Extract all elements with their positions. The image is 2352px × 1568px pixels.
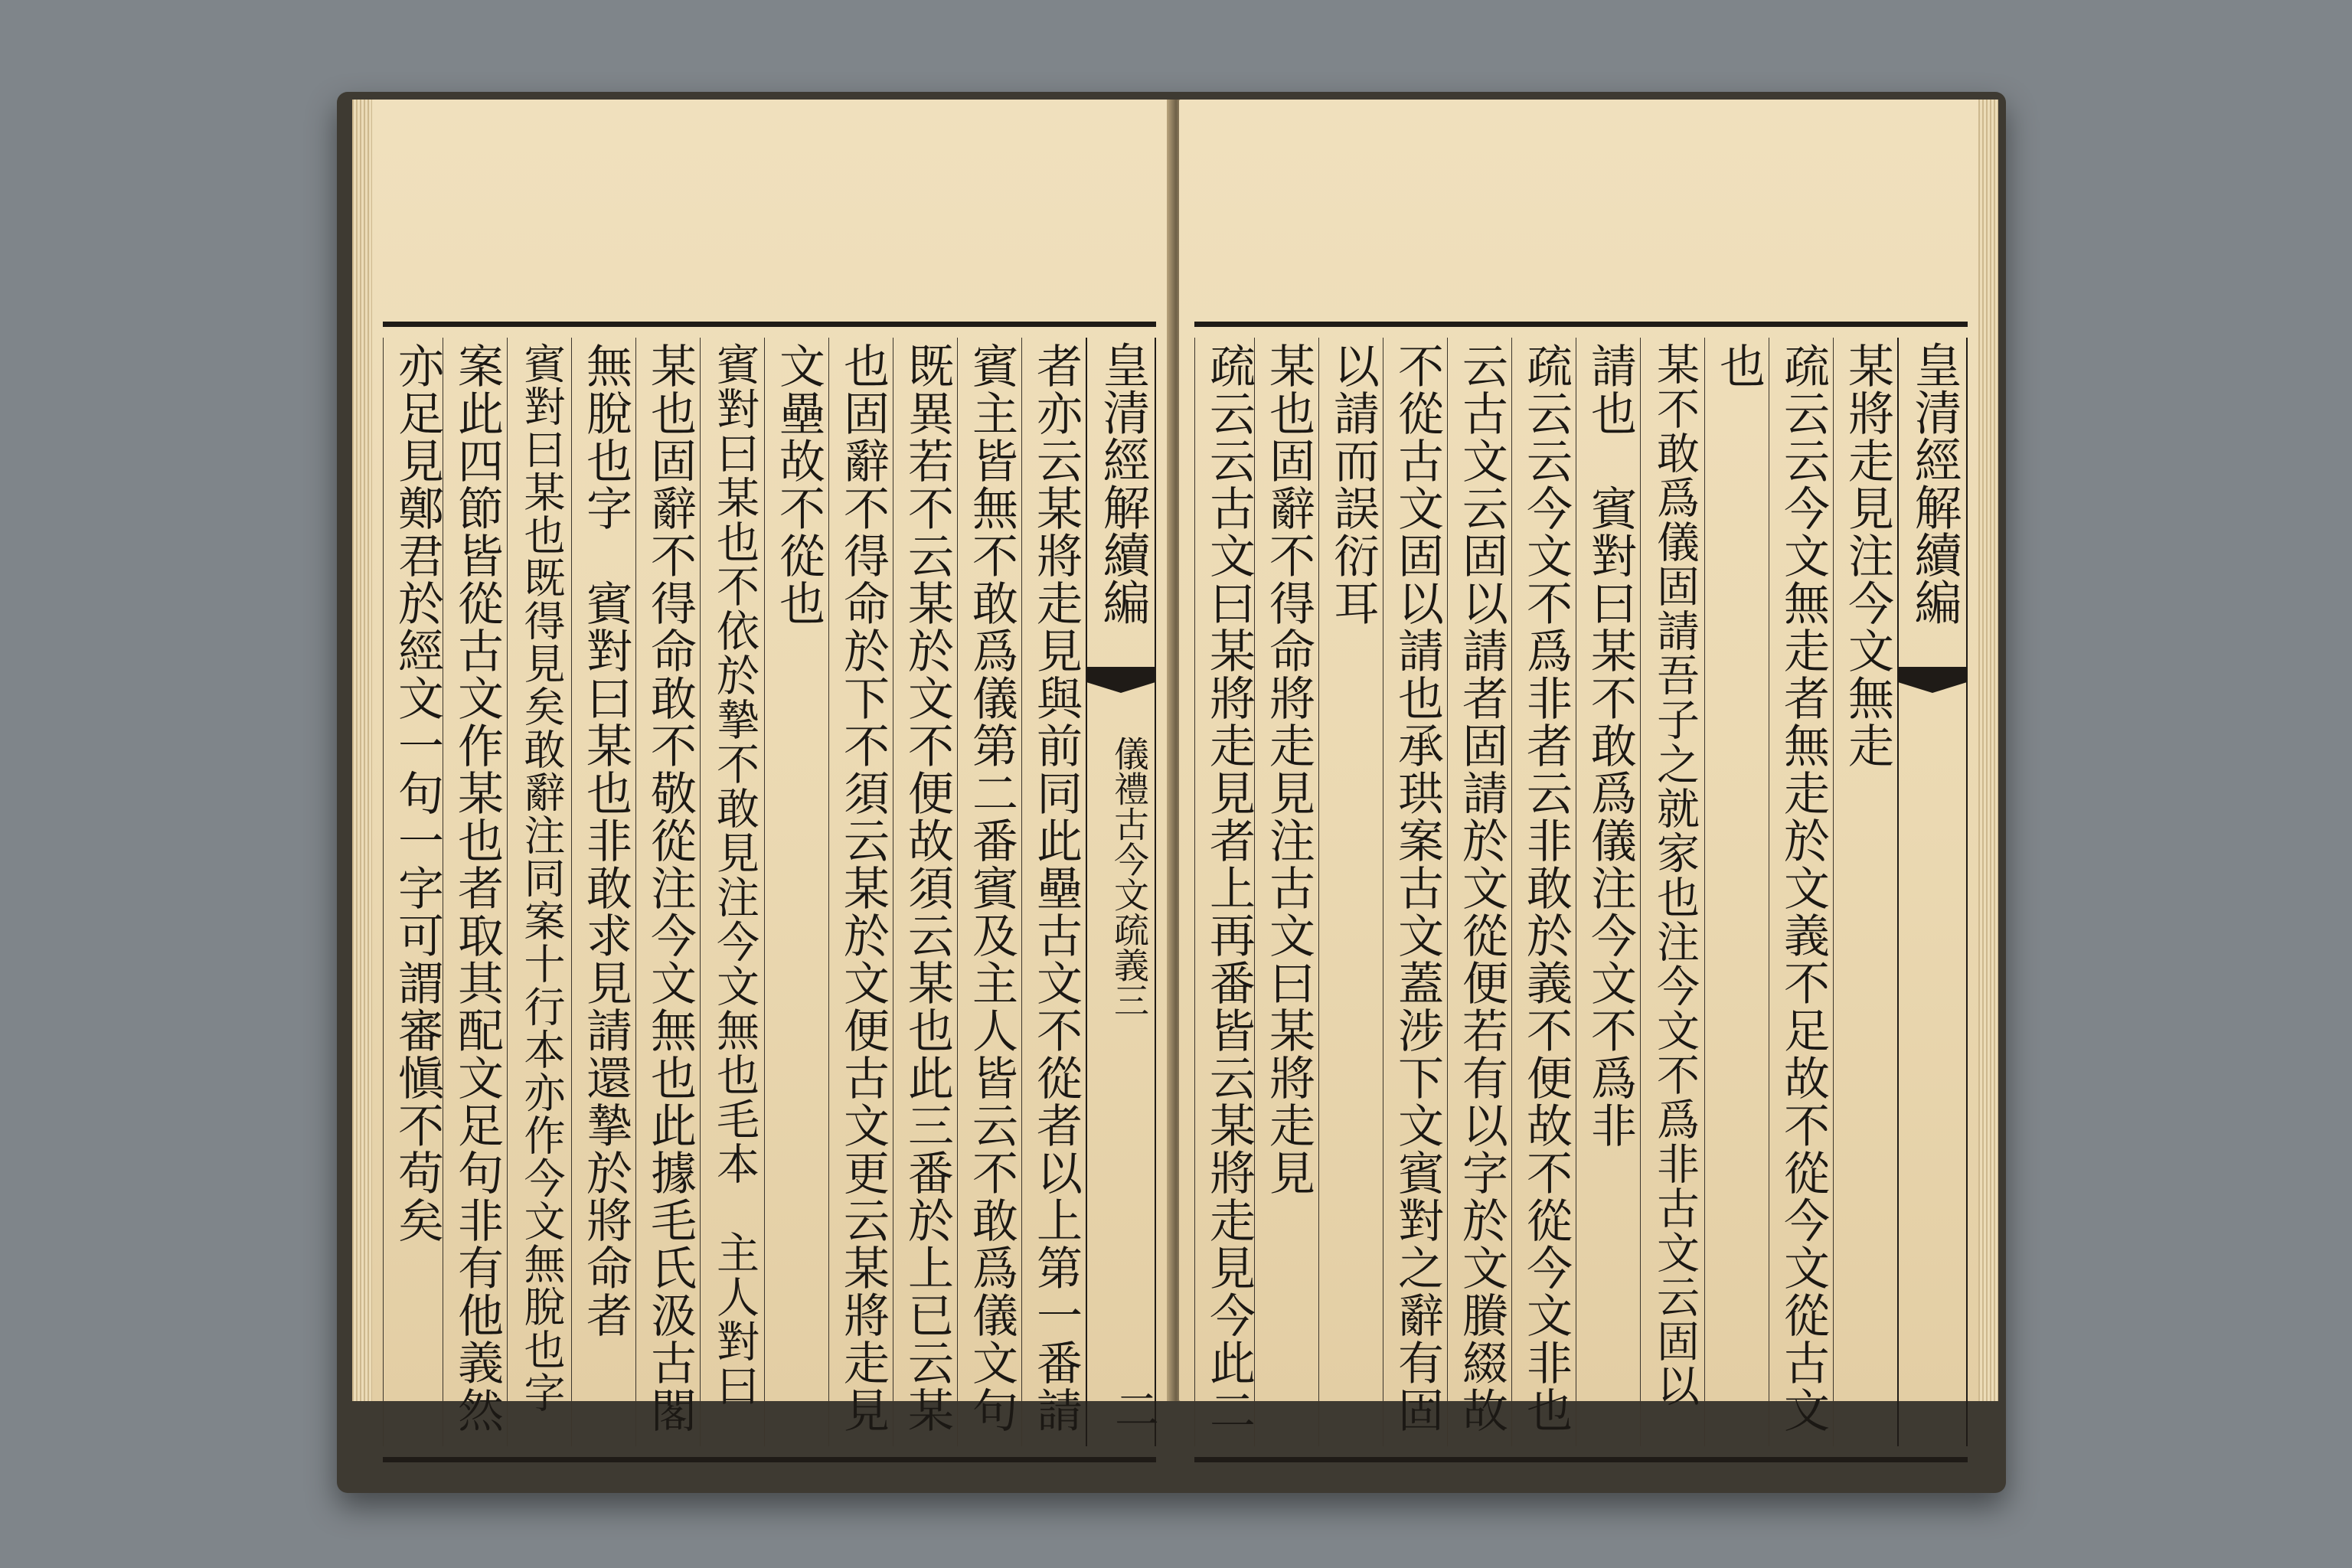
text-column: 云古文云固以請者固請於文從便若有以字於文賸綴故	[1447, 338, 1511, 1446]
left-text-frame	[383, 322, 1159, 1462]
left-banner	[1086, 338, 1159, 1446]
text-column: 者亦云某將走見與前同此壘古文不從者以上第一番請	[1021, 338, 1086, 1446]
text-column: 無脫也字 賓對曰某也非敢求見請還摯於將命者	[571, 338, 635, 1446]
text-column: 疏云云今文不爲非者云非敢於義不便故不從今文非也	[1511, 338, 1576, 1446]
text-column: 也固辭不得命於下不須云某於文便古文更云某將走見	[828, 338, 893, 1446]
text-column: 不從古文固以請也承珙案古文蓋涉下文賓對之辭有固	[1383, 338, 1447, 1446]
right-page	[1179, 100, 1998, 1434]
fishtail-mark	[1087, 667, 1155, 693]
text-column: 賓主皆無不敢爲儀第二番賓及主人皆云不敢爲儀文句	[957, 338, 1021, 1446]
text-column: 賓對曰某也不依於摯不敢見注今文無也毛本 主人對曰	[700, 338, 764, 1446]
text-column: 既異若不云某於文不便故須云某也此三番於上已云某	[893, 338, 957, 1446]
text-column: 某也固辭不得命敢不敬從注今文無也此據毛氏汲古閣	[635, 338, 700, 1446]
right-banner	[1897, 338, 1968, 1446]
text-column: 疏云云今文無走者無走於文義不足故不從今文從古文	[1769, 338, 1833, 1446]
text-column: 以請而誤衍耳	[1318, 338, 1383, 1446]
text-column: 某也固辭不得命將走見注古文曰某將走見	[1254, 338, 1318, 1446]
page-number: 二	[1107, 1387, 1159, 1431]
text-column: 疏云云古文曰某將走見者上再番皆云某將走見今此二	[1194, 338, 1254, 1446]
text-column: 案此四節皆從古文作某也者取其配文足句非有他義然	[443, 338, 507, 1446]
text-column: 也	[1704, 338, 1769, 1446]
fishtail-mark	[1899, 667, 1966, 693]
text-column: 某不敢爲儀固請吾子之就家也注今文不爲非古文云固以	[1640, 338, 1704, 1446]
left-page	[352, 100, 1171, 1434]
text-column: 文壘故不從也	[764, 338, 828, 1446]
text-column: 賓對曰某也既得見矣敢辭注同案十行本亦作今文無脫也字	[507, 338, 571, 1446]
series-title: 皇清經解續編	[1906, 341, 1962, 626]
text-column: 請也 賓對曰某不敢爲儀注今文不爲非	[1576, 338, 1640, 1446]
series-title: 皇清經解續編	[1095, 341, 1151, 626]
section-title: 儀禮古今文疏義三	[1109, 736, 1150, 1018]
right-text-frame	[1194, 322, 1968, 1462]
heading-column: 某將走見注今文無走	[1833, 338, 1897, 1446]
text-column: 亦足見鄭君於經文一句一字可謂審愼不苟矣	[383, 338, 443, 1446]
